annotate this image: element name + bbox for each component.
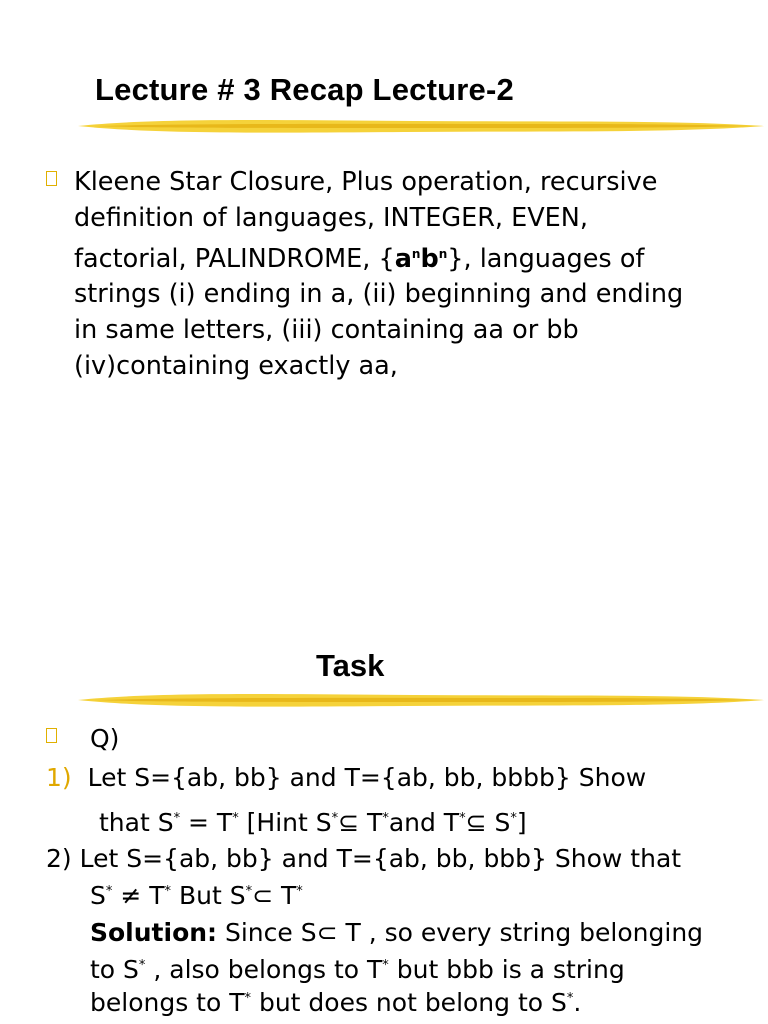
- task-brush-underline: [74, 688, 768, 712]
- task-item-1-line-2: that S* = T* [Hint S*⊆ T*and T*⊆ S*]: [99, 808, 527, 837]
- task-item-1-line-1: 1) Let S={ab, bb} and T={ab, bb, bbbb} Show: [46, 763, 647, 792]
- recap-paragraph: Kleene Star Closure, Plus operation, recursive definition of languages, INTEGER, EVEN, factorial, PALINDROME, $\{a^nb^n\}$, languages of strings (i) ending in a, (ii) beginning and ending in same letters, (iii) containing aa or bb (iv)containing exactly aa,: [74, 167, 684, 381]
- task-item-2-line-1: 2) Let S={ab, bb} and T={ab, bb, bbb} Show that: [46, 844, 682, 873]
- task-item-2-line-2: S* ≠ T* But S*⊂ T*: [90, 881, 303, 910]
- task-title: Task: [316, 648, 385, 683]
- solution-line-1: Solution: Since S⊂ T , so every string belonging: [90, 918, 704, 947]
- question-label: Q): [90, 724, 120, 753]
- solution-line-2: to S* , also belongs to T* but bbb is a string: [90, 955, 625, 984]
- title-brush-underline: [74, 114, 768, 138]
- solution-line-3: belongs to T* but does not belong to S*.: [90, 988, 582, 1017]
- square-bullet-icon: [46, 171, 57, 186]
- square-bullet-icon: [46, 728, 57, 743]
- slide-title: Lecture # 3 Recap Lecture-2: [95, 72, 514, 107]
